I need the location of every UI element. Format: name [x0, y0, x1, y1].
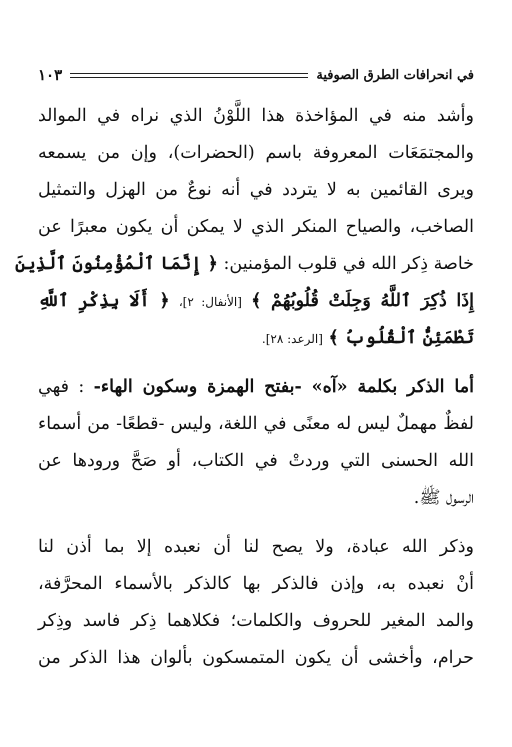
running-header — [38, 64, 474, 86]
header-rule — [70, 73, 308, 78]
line-text: خاصة ذِكر الله في قلوب المؤمنين: — [223, 254, 474, 274]
quran-verse: ﴿ إِنَّمَا ٱلْمُؤْمِنُونَ ٱلَّذِينَ — [15, 254, 218, 274]
text-line — [38, 320, 474, 357]
text-line: والمد المغير للحروف والكلمات؛ فكلاهما ذِكر فاسد وذِكر — [38, 611, 474, 631]
text-line: الرسول ﷺ. — [413, 488, 474, 508]
text-line: وأشد منه في المؤاخذة هذا اللَّوْنُ الذي نراه في الموالد — [38, 106, 474, 126]
paragraph-gap — [38, 517, 474, 529]
text-line: حرام، وأخشى أن يكون المتمسكون بألوان هذا الذكر من — [38, 648, 474, 668]
quran-verse: ﴿ أَلَا بِذِكْرِ ٱللَّهِ — [38, 291, 170, 311]
quran-verse: تَطْمَئِنُّ ٱلْقُلُوبُ ﴾ — [328, 328, 474, 348]
text-line: والمجتمَعَات المعروفة باسم (الحضرات)، وإن من يسمعه — [38, 143, 474, 163]
verse-reference: [الرعد: ٢٨]. — [261, 332, 323, 346]
text-line: ويرى القائمين به لا يتردد في أنه نوعٌ من الهزل والتمثيل — [38, 180, 474, 200]
quran-verse: إِذَا ذُكِرَ ٱللَّهُ وَجِلَتْ قُلُوبُهُمْ ﴾ — [251, 291, 474, 311]
text-line: الصاخب، والصياح المنكر الذي لا يمكن أن يكون معبرًا عن — [38, 217, 474, 237]
text-line: وذكر الله عبادة، ولا يصح لنا أن نعبده إلا بما أذن لنا — [38, 537, 474, 557]
paragraph-gap — [38, 357, 474, 369]
text-line: أنْ نعبده به، وإذن فالذكر بها كالذكر بالأسماء المحرَّفة، — [38, 574, 474, 594]
text-line: لفظٌ مهملٌ ليس له معنًى في اللغة، وليس -قطعًا- من أسماء — [38, 414, 474, 434]
page-number: ١٠٣ — [38, 66, 63, 84]
text-line — [38, 283, 474, 320]
text-line: الله الحسنى التي وردتْ في الكتاب، أو صَحَّ ورودها عن — [38, 451, 474, 471]
verse-reference: [الأنفال: ٢]، — [178, 295, 242, 309]
header-title: في انحرافات الطرق الصوفية — [316, 67, 474, 83]
text-line — [38, 369, 474, 406]
text-line — [15, 246, 474, 283]
line-text: : فهي — [38, 377, 85, 397]
body-text — [15, 98, 474, 677]
bold-phrase: أما الذكر بكلمة «آه» -بفتح الهمزة وسكون الهاء- — [93, 377, 474, 397]
